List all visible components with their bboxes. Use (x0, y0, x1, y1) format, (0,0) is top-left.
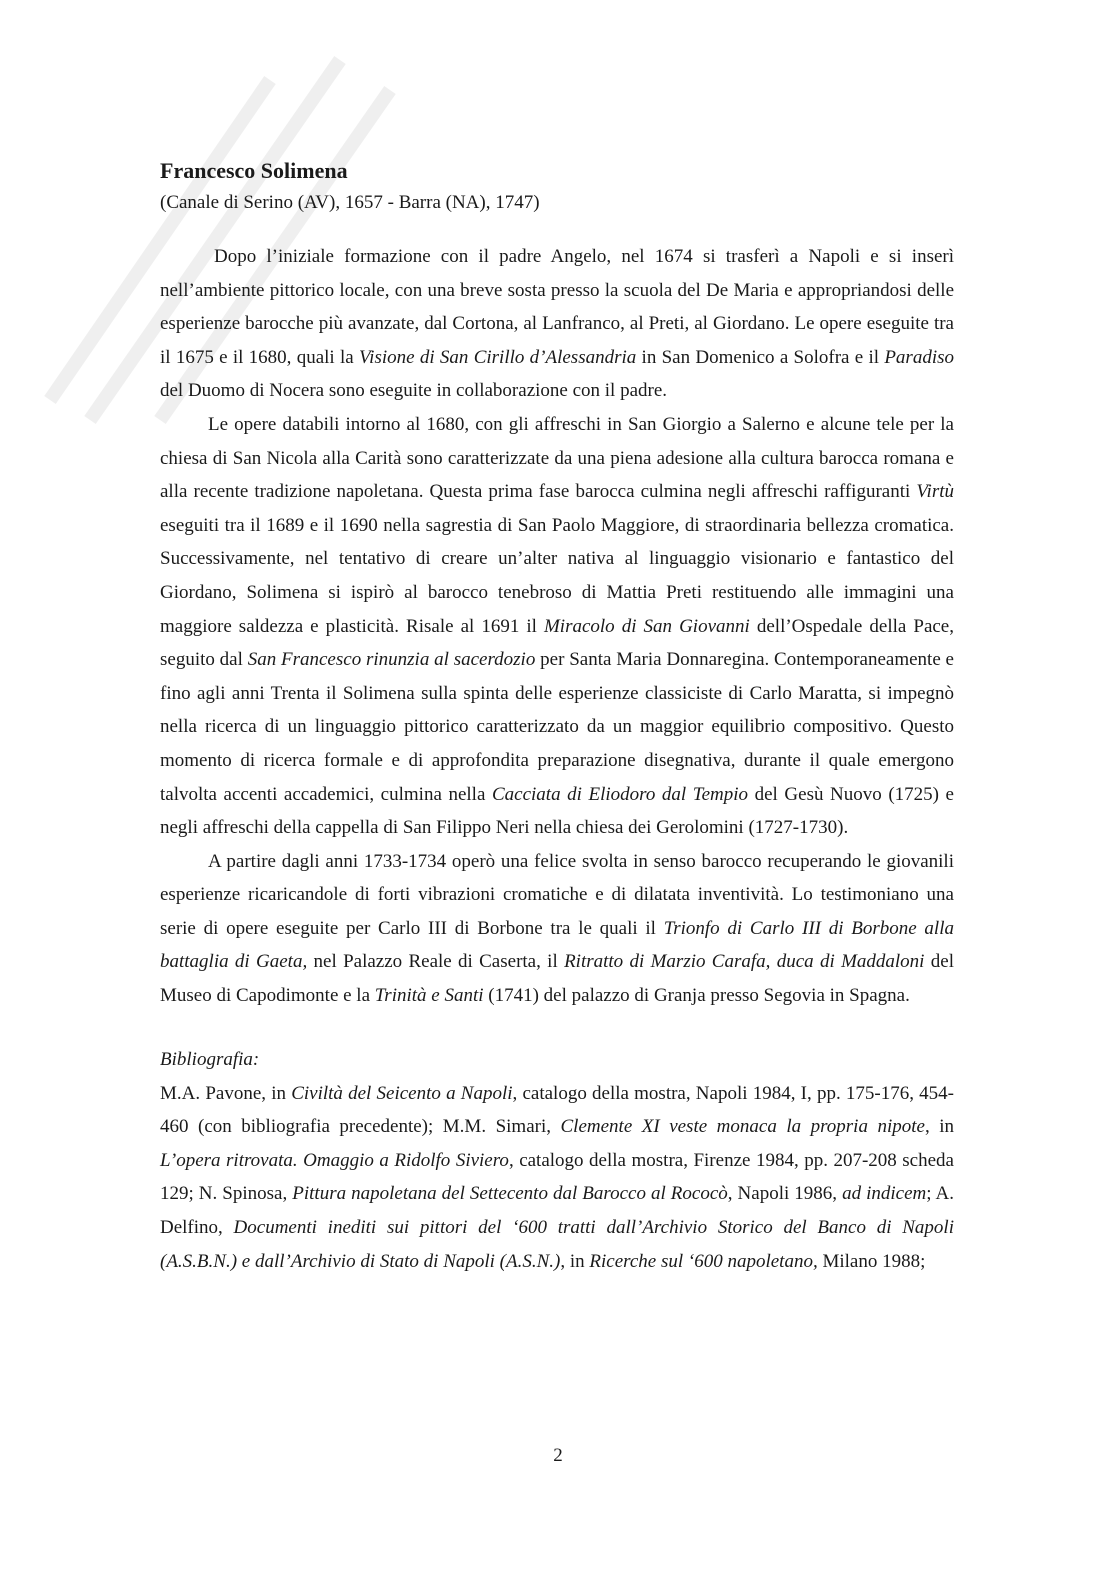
text-run: , in (924, 1116, 955, 1138)
text-run: , catalogo della mostra, Firenze 1984, pp. 207-208 scheda 129; N. Spinosa, (160, 1149, 954, 1205)
italic-title: Clemente XI veste monaca la propria nipote (560, 1116, 925, 1138)
italic-title: Pittura napoletana del Settecento dal Barocco al Rococò (292, 1183, 728, 1205)
text-run: dell’Ospedale della Pace, seguito dal (160, 615, 954, 671)
text-run: del Duomo di Nocera sono eseguite in collaborazione con il padre. (160, 380, 668, 402)
text-run: del Museo di Capodimonte e la (160, 951, 954, 1007)
italic-title: Paradiso (884, 346, 954, 368)
artist-life-dates: (Canale di Serino (AV), 1657 - Barra (NA), 1747) (160, 192, 540, 213)
bibliography-heading: Bibliografia: (160, 1048, 260, 1070)
italic-title: Miracolo di San Giovanni (543, 615, 750, 637)
biography-paragraph-3 (160, 845, 954, 1013)
italic-title: Virtù (916, 481, 954, 503)
document-body (160, 156, 954, 1278)
italic-title: Ricerche sul ‘600 napoletano, (589, 1250, 818, 1272)
italic-title: Cacciata di Eliodoro dal Tempio (491, 783, 749, 805)
text-run: nel Palazzo Reale di Caserta, il (307, 951, 565, 973)
italic-title: ad indicem (842, 1183, 927, 1205)
italic-title: San Francesco rinunzia al sacerdozio (247, 649, 536, 671)
text-run: Le opere databili intorno al 1680, con gli affreschi in San Giorgio a Salerno e alcune tele per la chiesa di San Nicola alla Carità sono caratterizzate da una piena adesione alla cultura barocca romana e alla recente tradizione napoletana. Questa prima fase barocca culmina negli affreschi raffiguranti (160, 413, 954, 503)
text-run: A partire dagli anni 1733-1734 operò una felice svolta in senso barocco recuperando le giovanili esperienze ricaricandole di forti vibrazioni cromatiche e di dilatata inventività. Lo testimoniano una serie di opere eseguite per Carlo III di Borbone tra le quali il (160, 850, 954, 939)
italic-title: Trionfo di Carlo III di Borbone alla battaglia di Gaeta, (160, 917, 954, 973)
biography-paragraph-1 (160, 240, 954, 408)
text-run: , catalogo della mostra, Napoli 1984, I, pp. 175-176, 454-460 (con bibliografia precedente); M.M. Simari, (160, 1082, 955, 1138)
biography (160, 240, 954, 1013)
artist-name: Francesco Solimena (160, 158, 348, 183)
biography-paragraph-2 (160, 408, 954, 845)
text-run: in San Domenico a Solofra e il (636, 346, 885, 368)
text-run: del Gesù Nuovo (1725) e negli affreschi della cappella di San Filippo Neri nella chiesa dei Gerolomini (1727-1730). (160, 783, 954, 839)
text-run: ; A. Delfino, (160, 1183, 954, 1239)
italic-title: Trinità e Santi (374, 985, 484, 1007)
text-run: M.A. Pavone, in (160, 1082, 292, 1104)
bibliography (160, 1043, 954, 1279)
text-run: Dopo l’iniziale formazione con il padre Angelo, nel 1674 si trasferì a Napoli e si inserì nell’ambiente pittorico locale, con una breve sosta presso la scuola del De Maria e appropriandosi delle esperienze barocche più avanzate, dal Cortona, al Lanfranco, al Preti, al Giordano. Le opere eseguite tra il 1675 e il 1680, quali la (160, 246, 954, 368)
italic-title: Civiltà del Seicento a Napoli (291, 1082, 513, 1104)
bibliography-text (160, 1077, 954, 1279)
text-run: per Santa Maria Donnaregina. Contemporaneamente e fino agli anni Trenta il Solimena sulla spinta delle esperienze classiciste di Carlo Maratta, si impegnò nella ricerca di un linguaggio pittorico caratterizzato da un maggior equilibrio compositivo. Questo momento di ricerca formale e di approfondita preparazione disegnativa, durante il quale emergono talvolta accenti accademici, culmina nella (160, 649, 954, 805)
text-run: Milano 1988; (817, 1250, 926, 1272)
italic-title: Visione di San Cirillo d’Alessandria (358, 346, 637, 368)
text-run: (1741) del palazzo di Granja presso Segovia in Spagna. (483, 985, 910, 1007)
text-run: , Napoli 1986, (727, 1183, 843, 1205)
text-run: eseguiti tra il 1689 e il 1690 nella sagrestia di San Paolo Maggiore, di straordinaria bellezza cromatica. Successivamente, nel tentativo di creare un’alter nativa al linguaggio visionario e fantastico del Giordano, Solimena si ispirò al barocco tenebroso di Mattia Preti restituendo alle immagini una maggiore saldezza e plasticità. Risale al 1691 il (160, 514, 954, 637)
page-number: 2 (553, 1445, 563, 1466)
italic-title: L’opera ritrovata. Omaggio a Ridolfo Siviero (160, 1149, 509, 1171)
italic-title: Ritratto di Marzio Carafa, duca di Maddaloni (564, 951, 925, 973)
italic-title: Documenti inediti sui pittori del ‘600 tratti dall’Archivio Storico del Banco di Napoli (A.S.B.N.) e dall’Archivio di Stato di Napoli (A.S.N.) (160, 1217, 954, 1272)
text-run: , in (560, 1250, 590, 1272)
